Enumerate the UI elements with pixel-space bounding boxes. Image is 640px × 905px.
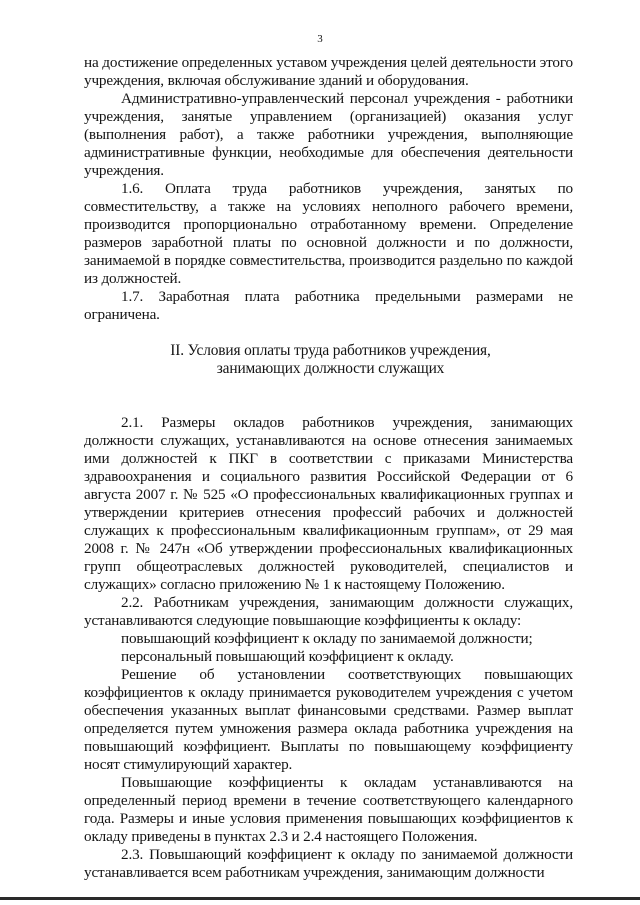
spacer [84, 396, 573, 414]
list-item-position-coefficient: повышающий коэффициент к окладу по занимаемой должности; [121, 630, 533, 647]
list-item-personal-coefficient: персональный повышающий коэффициент к окладу. [121, 648, 454, 665]
paragraph-admin-staff: Административно-управленческий персонал учреждения - работники учреждения, занятые управлением (организацией) оказания услуг (выполнения работ), а также работники учреждения, выполняющие административные функции, необходимые для обеспечения деятельности учреждения. [84, 90, 573, 179]
page-number: 3 [317, 33, 323, 45]
spacer [84, 378, 573, 396]
paragraph-period: Повышающие коэффициенты к окладам устанавливаются на определенный период времени в течение соответствующего календарного года. Размеры и иные условия применения повышающих коэффициентов к окладу приведены в пунктах 2.3 и 2.4 настоящего Положения. [84, 774, 573, 845]
section-title-line-2: занимающих должности служащих [216, 360, 445, 377]
spacer [84, 324, 573, 342]
paragraph-1-6: 1.6. Оплата труда работников учреждения, занятых по совместительству, а также на условиях неполного рабочего времени, производится пропорционально отработанному времени. Определение размеров заработной платы по основной должности и по должности, занимаемой в порядке совместительства, производится раздельно по каждой из должностей. [84, 180, 573, 287]
paragraph-2-2: 2.2. Работникам учреждения, занимающим должности служащих, устанавливаются следующие повышающие коэффициенты к окладу: [84, 594, 573, 629]
paragraph-2-3: 2.3. Повышающий коэффициент к окладу по занимаемой должности устанавливается всем работникам учреждения, занимающим должности [84, 846, 573, 881]
paragraph-decision: Решение об установлении соответствующих повышающих коэффициентов к окладу принимается руководителем учреждения с учетом обеспечения указанных выплат финансовыми средствами. Размер выплат определяется путем умножения размера оклада работника учреждения на повышающий коэффициент. Выплаты по повышающему коэффициенту носят стимулирующий характер. [84, 666, 573, 773]
paragraph-continuation: на достижение определенных уставом учреждения целей деятельности этого учреждения, включая обслуживание зданий и оборудования. [84, 54, 573, 89]
paragraph-1-7: 1.7. Заработная плата работника предельными размерами не ограничена. [84, 288, 573, 323]
page-bottom-edge [0, 897, 640, 900]
document-body [84, 54, 573, 882]
section-title-line-1: II. Условия оплаты труда работников учреждения, [170, 342, 491, 359]
paragraph-2-1: 2.1. Размеры окладов работников учреждения, занимающих должности служащих, устанавливаются на основе отнесения занимаемых ими должностей к ПКГ в соответствии с приказами Министерства здравоохранения и социального развития Российской Федерации от 6 августа 2007 г. № 525 «О профессиональных квалификационных группах и утверждении критериев отнесения профессий рабочих и должностей служащих к профессиональным квалификационным группам», от 29 мая 2008 г. № 247н «Об утверждении профессиональных квалификационных групп общеотраслевых должностей руководителей, специалистов и служащих» согласно приложению № 1 к настоящему Положению. [84, 414, 573, 593]
